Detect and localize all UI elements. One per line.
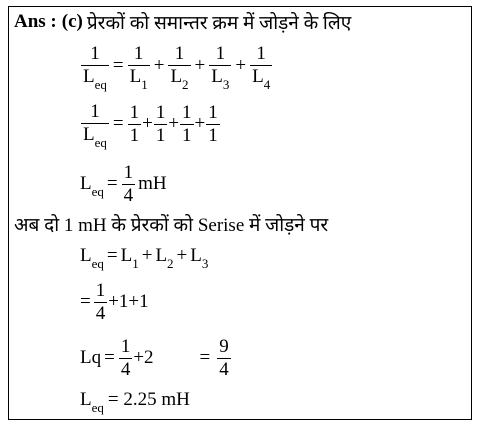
fraction-term: $\frac{1}{1}$ — [129, 101, 140, 146]
plus-sign: + — [194, 113, 206, 134]
equation-series-formula — [80, 241, 208, 271]
equation-parallel-formula — [80, 40, 273, 92]
lhs-symbol: $L_{eq}$ — [80, 173, 104, 199]
fraction-value: $\frac{1}{4}$ — [123, 161, 134, 206]
equation-parallel-result — [80, 158, 167, 210]
fraction-value: $\frac{1}{4}$ — [95, 279, 106, 324]
term: $L_1$ — [120, 245, 139, 271]
fraction-term: $\frac{1}{L_4}$ — [252, 43, 271, 92]
fraction-term: $\frac{1}{L_1}$ — [129, 43, 148, 92]
equals-sign: = — [106, 245, 118, 266]
equals-sign: = — [106, 173, 118, 194]
fraction-lhs: $\frac{1}{L_{eq}}$ — [83, 43, 107, 92]
equation-final-result — [80, 385, 190, 415]
plus-sign: + — [168, 113, 180, 134]
parallel-statement: प्रेरकों को समान्तर क्रम में जोड़ने के लिए — [86, 13, 352, 34]
series-statement: अब दो 1 mH के प्रेरकों को Serise में जोड़ने पर — [14, 215, 329, 236]
fraction-term: $\frac{1}{L_3}$ — [211, 43, 230, 92]
unit-label: mH — [138, 173, 167, 194]
answer-option: (c) — [61, 11, 83, 32]
equals-sign: = — [112, 113, 124, 134]
lhs-symbol: Lq — [80, 347, 102, 368]
equation-series-substituted — [80, 276, 149, 328]
equation-series-sum — [80, 332, 232, 384]
fraction-term: $\frac{1}{1}$ — [155, 101, 166, 146]
remaining-terms: +1+1 — [108, 291, 149, 312]
equals-sign: = — [112, 55, 124, 76]
plus-sign: + — [194, 55, 206, 76]
equation-parallel-substituted — [80, 98, 221, 150]
answer-header — [14, 9, 351, 35]
plus-sign: + — [235, 55, 247, 76]
plus-sign: + — [141, 245, 153, 266]
lhs-symbol: $L_{eq}$ — [80, 389, 104, 415]
ans-label: Ans : — [14, 11, 57, 32]
term: $L_3$ — [190, 245, 209, 271]
fraction-term: $\frac{1}{1}$ — [208, 101, 218, 146]
final-value: = 2.25 mH — [107, 389, 190, 410]
fraction-term: $\frac{1}{1}$ — [182, 101, 192, 146]
plus-sign: + — [176, 245, 188, 266]
plus-sign: + — [153, 55, 165, 76]
equals-sign: = — [199, 347, 211, 368]
lhs-symbol: $L_{eq}$ — [80, 245, 104, 271]
fraction-term: $\frac{1}{L_2}$ — [170, 43, 189, 92]
term: $L_2$ — [155, 245, 174, 271]
equals-sign: = — [80, 291, 91, 312]
remaining-terms: +2 — [133, 347, 154, 368]
plus-sign: + — [142, 113, 153, 134]
fraction-result: $\frac{9}{4}$ — [219, 335, 229, 380]
fraction-lhs: $\frac{1}{L_{eq}}$ — [83, 101, 107, 150]
equals-sign: = — [104, 347, 115, 368]
fraction-value: $\frac{1}{4}$ — [120, 335, 131, 380]
